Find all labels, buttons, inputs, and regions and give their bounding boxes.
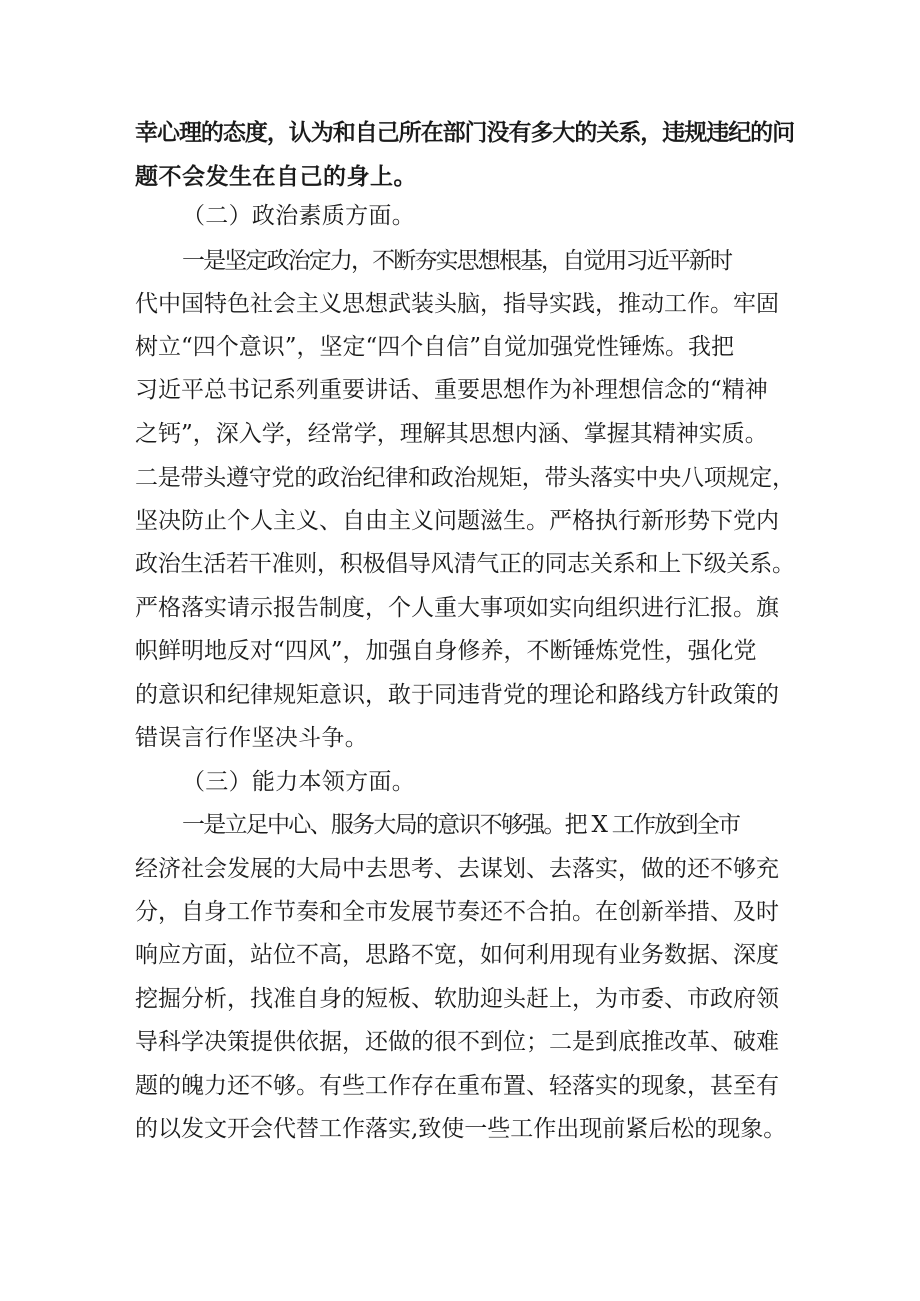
paragraph-line: 分，自身工作节奏和全市发展节奏还不合拍。在创新举措、及时 xyxy=(135,899,779,925)
paragraph-line: 一是坚定政治定力，不断夯实思想根基，自觉用习近平新时 xyxy=(182,248,732,274)
paragraph-line: 响应方面，站位不高，思路不宽，如何利用现有业务数据、深度 xyxy=(135,942,779,968)
paragraph-line: 错误言行作坚决斗争。 xyxy=(135,725,368,751)
paragraph-line: 的意识和纪律规矩意识，敢于同违背党的理论和路线方针政策的 xyxy=(135,682,779,708)
paragraph-line: 习近平总书记系列重要讲话、重要思想作为补理想信念的“精神 xyxy=(135,377,768,403)
section-heading-political-quality: （二）政治素质方面。 xyxy=(182,203,415,229)
paragraph-line: 代中国特色社会主义思想武装头脑，指导实践，推动工作。牢固 xyxy=(135,291,779,317)
paragraph-line: 导科学决策提供依据，还做的很不到位；二是到底推改革、破难 xyxy=(135,1029,779,1055)
paragraph-line: 树立“四个意识”，坚定“四个自信”自觉加强党性锤炼。我把 xyxy=(135,334,735,360)
paragraph-line: 一是立足中心、服务大局的意识不够强。把 X 工作放到全市 xyxy=(182,812,740,838)
paragraph-line: 经济社会发展的大局中去思考、去谋划、去落实，做的还不够充 xyxy=(135,856,779,882)
section-heading-ability-skills: （三）能力本领方面。 xyxy=(182,769,415,795)
paragraph-line: 帜鲜明地反对“四风”，加强自身修养，不断锤炼党性，强化党 xyxy=(135,638,757,664)
paragraph-line: 坚决防止个人主义、自由主义问题滋生。严格执行新形势下党内 xyxy=(135,508,779,534)
paragraph-line: 二是带头遵守党的政治纪律和政治规矩，带头落实中央八项规定， xyxy=(135,465,795,491)
intro-line-2: 题不会发生在自己的身上。 xyxy=(135,164,417,190)
paragraph-line: 政治生活若干准则，积极倡导风清气正的同志关系和上下级关系。 xyxy=(135,551,795,577)
paragraph-line: 挖掘分析，找准自身的短板、软肋迎头赶上，为市委、市政府领 xyxy=(135,986,779,1012)
paragraph-line: 之钙”，深入学，经常学，理解其思想内涵、掌握其精神实质。 xyxy=(135,421,768,447)
intro-line-1: 幸心理的态度，认为和自己所在部门没有多大的关系，违规违纪的问 xyxy=(135,120,795,146)
paragraph-line: 严格落实请示报告制度，个人重大事项如实向组织进行汇报。旗 xyxy=(135,595,779,621)
paragraph-line: 题的魄力还不够。有些工作存在重布置、轻落实的现象，甚至有 xyxy=(135,1073,779,1099)
paragraph-line: 的以发文开会代替工作落实,致使一些工作出现前紧后松的现象。 xyxy=(135,1116,787,1142)
